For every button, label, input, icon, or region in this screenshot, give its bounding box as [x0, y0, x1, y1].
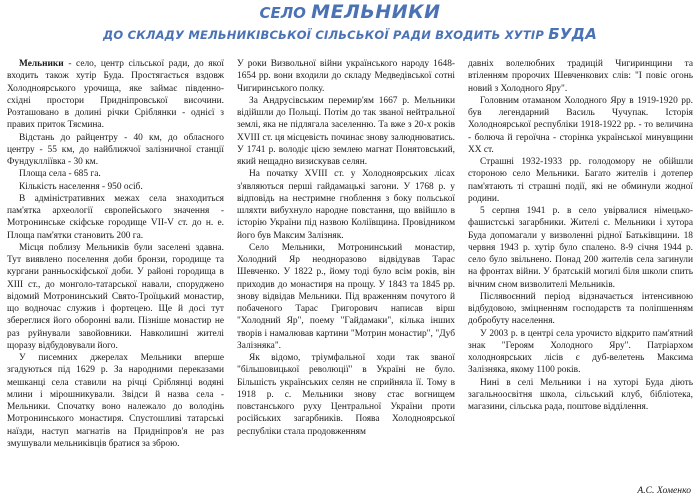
paragraph — [7, 58, 224, 132]
paragraph: Село Мельники, Мотронинський монастир, Холодний Яр неодноразово відвідував Тарас Шевченко. У 1822 р., йому тоді було всім років, він приходив до монастиря на прощу. У 1843 та 1845 рр. знову відвідав Мельники. Під враженням почутого й побаченого Тарас Григорович написав вірш "Холодний Яр", поему "Гайдамаки", кілька інших творів і намалював картини "Мотрин монастир", "Дуб Залізняка". — [237, 242, 455, 351]
subtitle-prefix: ДО СКЛАДУ МЕЛЬНИКІВСЬКОЇ СІЛЬСЬКОЇ РАДИ ВХОДИТЬ ХУТІР — [102, 28, 545, 42]
article-title — [0, 2, 700, 24]
subtitle-hamlet-name: БУДА — [548, 25, 598, 43]
paragraph: Як відомо, тріумфальної ходи так званої "більшовицької революції" в Україні не було. Більшість українських селян не сприйняла її. Тому в 1918 р. с. Мельники знову стає вогнищем повстанського руху Центральної України проти російських загарбників. Поява Холодноярської республіки стала продовженням — [237, 353, 455, 437]
paragraph: У роки Визвольної війни українського народу 1648-1654 рр. вони входили до складу Медведівської сотні Чигиринського полку. — [237, 59, 455, 94]
lead-word: Мельники — [19, 59, 64, 69]
paragraph: давніх волелюбних традицій Чигиринщини та втіленням пророчих Шевченкових слів: "І повіє огонь новий з Холодного Яру". — [468, 59, 693, 94]
paragraph: Місця поблизу Мельників були заселені здавна. Тут виявлено поселення доби бронзи, городище та кургани ранньоскіфської доби. У районі городища в XIII ст., до монголо-татарської навали, споруджено відомий Мотронинський Свято-Троїцький монастир, що водночас служив і фортецею. Ще й досі тут збереглися його оборонні вали. Пізніше монастир не раз руйнували завойовники. Навколишні жителі щоразу відбудовували його. — [7, 242, 224, 351]
paragraph: На початку XVIII ст. у Холодноярських лісах з'являються перші гайдамацькі загони. У 1768 р. у відповідь на нестримне гноблення з боку польської шляхти вибухнуло народне повстання, що ввійшло в історію України під назвою Коліївщина. Провідником його був Максим Залізняк. — [237, 169, 455, 241]
text-column-1 — [7, 58, 224, 450]
title-village-name: МЕЛЬНИКИ — [311, 1, 441, 23]
article-subtitle — [0, 24, 700, 45]
paragraph: Головним отаманом Холодного Яру в 1919-1920 рр. був легендарний Василь Чучупак. Історія Холодноярської республіки 1918-1922 рр. - то величина - болюча й героїчна - сторінка української минувщини XX ст. — [468, 95, 693, 155]
paragraph: Післявоєнний період відзначається інтенсивною відбудовою, зміцненням господарств та поліпшенням добробуту населення. — [468, 291, 693, 327]
paragraph: За Андрусівським перемир'ям 1667 р. Мельники відійшли до Польщі. Потім до так званої нейтральної землі, яка не підлягала заселенню. Та вже з 20-х років XVIII ст. ця місцевість починає знову залюднюватись. У 1741 р. володіє цією землею магнат Понятовський, який нещадно визискував селян. — [237, 95, 455, 167]
article-header — [0, 2, 700, 45]
paragraph: Нині в селі Мельники і на хуторі Буда діють загальноосвітня школа, сільський клуб, бібліотека, магазини, сільська рада, поштове відділення. — [468, 377, 693, 412]
paragraph: У писемних джерелах Мельники вперше згадуються під 1629 р. За народними переказами мешканці села ставили на річці Сріблянці водяні млини і мірошникували. Звідси й назва села - Мельники. Спочатку воно належало до володінь Мотронинського монастиря. Спустошливі татарські наїзди, наступ магнатів на Придніпров'я не раз змушували мельниківців братися за зброю. — [7, 353, 224, 449]
text-column-2 — [237, 58, 455, 438]
author-signature: А.С. Хоменко — [637, 485, 691, 496]
paragraph: 5 серпня 1941 р. в село увірвалися німецько-фашистські загарбники. Жителі с. Мельники і хутора Буда допомагали у визволенні рідної Батьківщини. 18 червня 1943 р. хутір було спалено. 8-9 січня 1944 р. село було звільнено. Понад 200 жителів села загинули на фронтах війни. У братській могилі біля школи спить вічним сном визволителі Мельників. — [468, 206, 693, 290]
paragraph: Площа села - 685 га. — [19, 169, 101, 180]
paragraph: У 2003 р. в центрі села урочисто відкрито пам'ятний знак "Героям Холодного Яру". Патріархом холодноярських лісів є дуб-велетень Максима Залізняка, якому 1100 років. — [468, 328, 693, 376]
paragraph: Страшні 1932-1933 рр. голодомору не обійшли стороною село Мельники. Багато жителів і дотепер пам'ятають ті страшні події, які не обминули жодної родини. — [468, 157, 693, 204]
text-column-3 — [468, 58, 693, 413]
paragraph: В адміністративних межах села знаходиться пам'ятка археології європейського значення - Мотронинське скіфське городище VII-V ст. до н. е. Площа пам'ятки становить 200 га. — [7, 193, 224, 241]
title-prefix: СЕЛО — [259, 4, 306, 22]
paragraph: Кількість населення - 950 осіб. — [19, 181, 143, 192]
paragraph-text: - село, центр сільської ради, до якої входить також хутір Буда. Простягається вздовж Холодноярського урочища, яке займає південно-східні простори Придніпровської височини. Розташовано в долині річки Сріблянки - однієї з правих приток Тясмина. — [7, 59, 224, 131]
paragraph: Відстань до райцентру - 40 км, до обласного центру - 55 км, до найближчої залізничної станції Фундуклліївка - 30 км. — [7, 132, 224, 167]
